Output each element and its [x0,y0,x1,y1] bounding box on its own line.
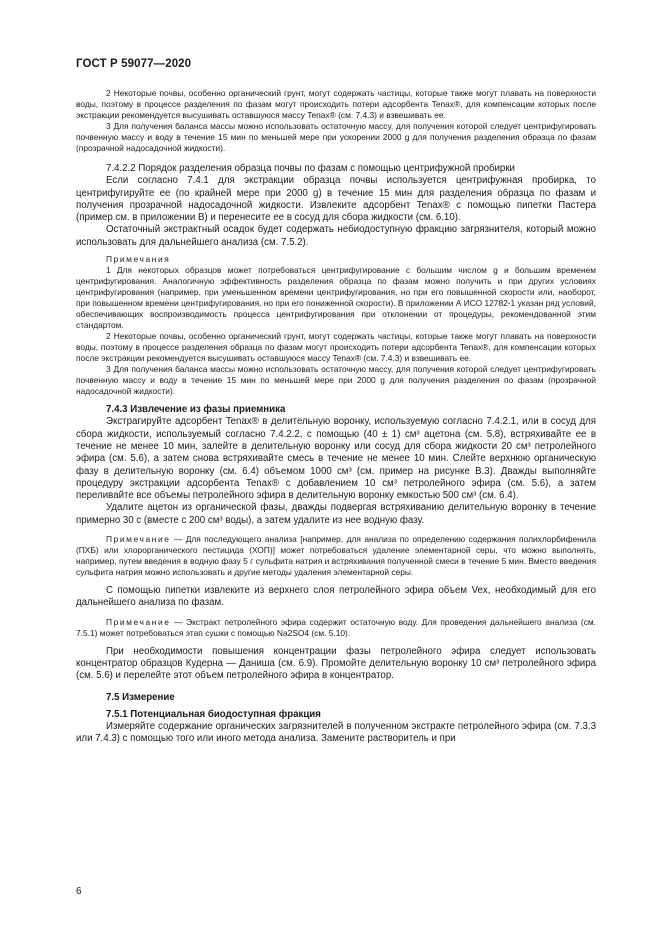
document-header: ГОСТ Р 59077—2020 [76,58,192,70]
note-top-2: 2 Некоторые почвы, особенно органический грунт, могут содержать частицы, которые также могут плавать на поверхности воды, поэтому в процессе разделения по фазам могут происходить потери адсорбента Tenax®, для компенсации которых после экстракции рекомендуется высушивать оставшуюся массу Tenax® (см. 7.4.3) и взвешивать ее. [76,88,596,120]
note-label: Примечание [106,534,171,545]
paragraph-7-5-1: Измеряйте содержание органических загрязнителей в полученном экстракте петролейного эфира (см. 7.3.3 или 7.4.3) с помощью того или иного метода анализа. Замените растворитель и при [76,721,596,745]
paragraph-7-4-3-d: При необходимости повышения концентрации фазы петролейного эфира следует использовать концентратор образцов Кудерна — Даниша (см. 6.9). Промойте делительную воронку 10 см³ петролейного эфира (см. 5.6) и перелейте этот объем петролейного эфира в концентратор. [76,645,596,682]
note-label: Примечание [106,616,171,627]
paragraph-7-4-3-a: Экстрагируйте адсорбент Tenax® в делительную воронку, используемую согласно 7.4.2.1, или в сосуд для сбора жидкости, используемый согласно 7.4.2.2, с помощью (40 ± 1) см³ ацетона (см. 5.8), встряхивайте ее в течение не менее 10 мин, залейте в делительную воронку или сосуд для сбора жидкости 20 см³ петролейного эфира (см. 5.6), а затем снова встряхивайте смесь в течение не менее 10 мин. Слейте верхнюю органическую фазу в делительную воронку (см. 6.4) объемом 1000 см³ (см. пример на рисунке В.3). Дважды выполняйте процедуру экстракции адсорбента Tenax® с добавлением 10 см³ петролейного эфира (см. 5.6), а затем переливайте все объемы петролейного эфира в делительную воронку емкостью 500 см³ (см. 6.4). [76,416,596,502]
note-mid-2: 2 Некоторые почвы, особенно органический грунт, могут содержать частицы, которые также могут плавать на поверхности воды, поэтому в процессе разделения образца по фазам могут происходить потери адсорбента Tenax®, для компенсации которых после экстракции рекомендуется высушивать оставшуюся массу Tenax® (см. 7.4.3) и взвешивать ее. [76,331,596,364]
heading-7-4-2-2: 7.4.2.2 Порядок разделения образца почвы по фазам с помощью центрифужной пробирки [106,163,515,174]
page-content [76,88,596,746]
note-mid-3: 3 Для получения баланса массы можно использовать остаточную массу, для получения которой следует центрифугировать почвенную массу и воду в течение 15 мин по меньшей мере при 2000 g для получения разделения по фазам (прозрачной надосадочной жидкости). [76,364,596,397]
notes-title: Примечания [106,254,171,265]
note-sulfur [76,534,596,578]
note-mid-1: 1 Для некоторых образцов может потребоваться центрифугирование с большим числом g и большим временем центрифугирования. Аналогичную эффективность разделения образца по фазам можно получить и при других условиях центрифугирования (например, при уменьшенном времени центрифугирования, но при его повышенной скорости или, наоборот, при повышенном времени центрифугирования, но при его пониженной скорости). В приложении А ИСО 12782-1 указан ряд условий, обеспечивающих воспроизводимость процесса центрифугирования при отклонении от процедуры, рекомендованной этим стандартом. [76,265,596,331]
note-top-3: 3 Для получения баланса массы можно использовать остаточную массу, для получения которой следует центрифугировать почвенную массу и воду в течение 15 мин по меньшей мере при ускорении 2000 g для получения разделения образца по фазам (прозрачной надосадочной жидкости). [76,121,596,153]
heading-7-4-3: 7.4.3 Извлечение из фазы приемника [106,404,286,416]
page-number: 6 [76,886,82,897]
paragraph-7-4-3-c: С помощью пипетки извлеките из верхнего слоя петролейного эфира объем Vex, необходимый для его дальнейшего анализа по фазам. [76,585,596,609]
paragraph-7-4-2-2-a: Если согласно 7.4.1 для экстракции образца почвы используется центрифужная пробирка, то центрифугируйте ее (по крайней мере при 2000 g) в течение 15 мин для разделения образца по фазам и получения прозрачной надосадочной жидкости. Извлеките адсорбент Tenax® с помощью пипетки Пастера (пример см. в приложении В) и перенесите ее в сосуд для сбора жидкости (см. 6.10). [76,175,596,224]
note-text: — Экстракт петролейного эфира содержит остаточную воду. Для проведения дальнейшего анализа (см. 7.5.1) может потребоваться этап сушки с помощью Na2SO4 (см. 5.10). [76,616,596,638]
note-water [76,617,596,639]
paragraph-7-4-2-2-b: Остаточный экстрактный осадок будет содержать небиодоступную фракцию загрязнителя, который можно использовать для дальнейшего анализа (см. 7.5.2). [76,224,596,248]
heading-7-5: 7.5 Измерение [106,691,175,703]
paragraph-7-4-3-b: Удалите ацетон из органической фазы, дважды подвергая встряхиванию делительную воронку в течение примерно 30 с (вместе с 200 см³ воды), а затем удалите из нее водную фазу. [76,502,596,526]
note-text: — Для последующего анализа [например, для анализа по определению содержания полихлорбифенила (ПХБ) или хлорорганического пестицида (ХОП)] может потребоваться удаление элементарной серы, что можно выполнять, например, путем введения в водную фазу 5 г сульфита натрия и встряхивания полученной смеси в течение 5 мин. Вместо введения сульфита натрия можно использовать и другие методы удаления элементарной серы. [76,534,596,578]
heading-7-5-1: 7.5.1 Потенциальная биодоступная фракция [106,708,321,720]
